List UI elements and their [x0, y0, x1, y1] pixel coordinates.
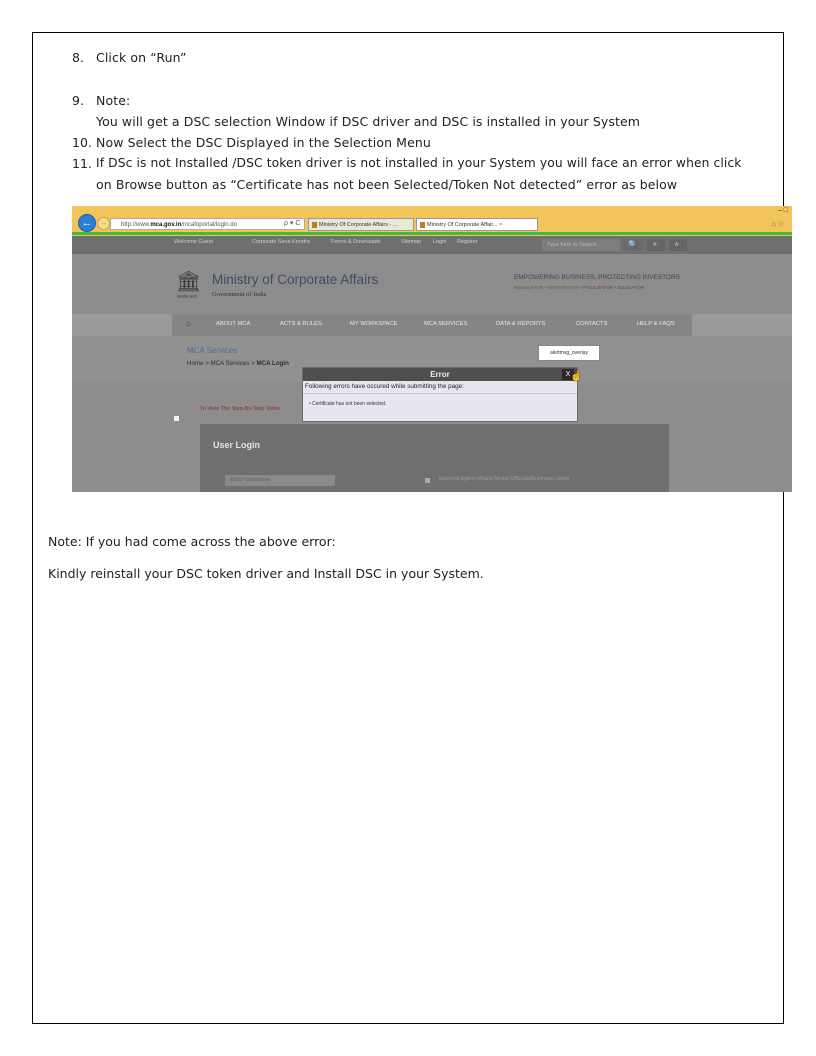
nav-item[interactable]: ABOUT MCA — [216, 321, 251, 327]
step-text: If DSc is not Installed /DSC token driver is not installed in your System you will face an error when click — [96, 156, 742, 170]
home-icon[interactable]: ⌂ — [186, 319, 191, 328]
note-text: Kindly reinstall your DSC token driver and Install DSC in your System. — [48, 566, 484, 581]
role-sep: • — [580, 286, 582, 291]
address-bar[interactable] — [110, 218, 305, 230]
login-title: User Login — [213, 440, 261, 450]
role-label: REGULATOR — [514, 286, 544, 291]
site-roles — [514, 286, 644, 291]
site-subtitle: Government of India — [212, 291, 267, 298]
hand-cursor-icon: ☝ — [570, 371, 583, 382]
step-number: 8. — [72, 50, 84, 65]
nav-item[interactable]: CONTACTS — [576, 321, 608, 327]
role-sep: • — [544, 286, 547, 291]
window-controls[interactable]: – □ — [777, 207, 788, 214]
topnav-link[interactable]: Register — [457, 239, 478, 245]
welcome-text: Welcome Guest — [174, 239, 214, 245]
emblem-icon — [176, 269, 202, 303]
browser-titlebar — [72, 206, 792, 236]
section-title: MCA Services — [187, 346, 238, 355]
topnav-link[interactable]: Forms & Downloads — [331, 239, 381, 245]
emblem-glyph: 🏛 — [176, 271, 202, 293]
tab-close-icon[interactable]: × — [499, 222, 503, 228]
role-label: INTEGRATOR — [547, 286, 579, 291]
search-icon[interactable]: 🔍 — [623, 239, 643, 251]
nav-item[interactable]: DATA & REPORTS — [496, 321, 546, 327]
address-domain: mca.gov.in — [150, 222, 182, 228]
role-sep: • — [614, 286, 617, 291]
error-message: Following errors have occured while submitting the page: — [305, 383, 464, 390]
home-favorites-icon[interactable]: ⌂ ☆ — [771, 221, 784, 228]
tab-label: Ministry Of Corporate Affairs - ... — [319, 222, 398, 228]
step-text: You will get a DSC selection Window if DSC driver and DSC is installed in your System — [96, 114, 641, 129]
emblem-caption: सत्यमेव जयते — [177, 294, 197, 299]
step-number: 10. — [72, 135, 92, 150]
close-icon[interactable]: X — [562, 369, 574, 380]
site-tagline: EMPOWERING BUSINESS, PROTECTING INVESTORS — [514, 274, 681, 281]
error-dialog-title: Error — [430, 370, 450, 379]
error-divider — [303, 393, 577, 394]
site-main-nav — [72, 314, 792, 336]
nav-item[interactable]: MY WORKSPACE — [350, 321, 398, 327]
favicon-icon — [420, 222, 425, 228]
embedded-screenshot — [72, 206, 792, 492]
breadcrumb-path[interactable]: Home > MCA Services > — [187, 360, 257, 367]
tooltip: alertmsg_overlay — [538, 345, 600, 361]
topnav-link[interactable]: Login — [433, 239, 447, 245]
step-text: on Browse button as “Certificate has not been Selected/Token Not detected” error as below — [96, 177, 678, 192]
topnav-link[interactable]: Corporate Seva Kendra — [252, 239, 310, 245]
error-dialog — [302, 367, 578, 422]
agency-checkbox[interactable] — [425, 478, 430, 483]
nav-item[interactable]: HELP & FAQS — [637, 321, 675, 327]
browser-tab[interactable] — [308, 218, 414, 231]
site-search-input[interactable]: Type here to Search... — [542, 239, 620, 251]
font-increase-button[interactable]: A⁺ — [647, 239, 665, 251]
agency-label: External Agency/Bank/Nodal Officials/Business Users — [439, 476, 570, 482]
nav-item[interactable]: MCA SERVICES — [424, 321, 468, 327]
nav-item[interactable]: ACTS & RULES — [280, 321, 322, 327]
username-input[interactable]: Enter Username — [225, 475, 335, 486]
browser-progress-line — [72, 232, 792, 235]
step-text: Now Select the DSC Displayed in the Selection Menu — [96, 135, 431, 150]
address-prefix: http://www. — [121, 222, 151, 228]
font-decrease-button[interactable]: A⁻ — [669, 239, 687, 251]
step-number: 11. — [72, 156, 92, 171]
forward-arrow-icon[interactable]: → — [97, 217, 110, 230]
role-label: FACILITATOR — [583, 286, 614, 291]
step-text: Note: — [96, 93, 131, 108]
browser-tab-active[interactable] — [416, 218, 538, 231]
step-text: Click on “Run” — [96, 50, 187, 65]
tab-label: Ministry Of Corporate Affair... — [427, 222, 498, 228]
step-number: 9. — [72, 93, 84, 108]
site-top-nav — [72, 236, 792, 254]
site-title[interactable]: Ministry of Corporate Affairs — [212, 272, 379, 287]
topnav-link[interactable]: Sitemap — [401, 239, 422, 245]
address-path: /mcafoportal/login.do — [181, 222, 237, 228]
bullet-square — [174, 416, 179, 421]
back-arrow-icon[interactable]: ← — [78, 214, 96, 232]
address-search-refresh-icon[interactable]: ρ ▾ C — [284, 220, 301, 227]
video-link[interactable]: To View The Step-By-Step Video — [200, 406, 280, 412]
role-label: EDUCATOR — [617, 286, 645, 291]
error-item: • Certificate has not been selected. — [309, 401, 387, 407]
breadcrumb — [187, 360, 289, 367]
breadcrumb-current: MCA Login — [256, 360, 289, 367]
favicon-icon — [312, 222, 317, 228]
note-text: Note: If you had come across the above error: — [48, 534, 336, 549]
site-header — [72, 254, 792, 314]
